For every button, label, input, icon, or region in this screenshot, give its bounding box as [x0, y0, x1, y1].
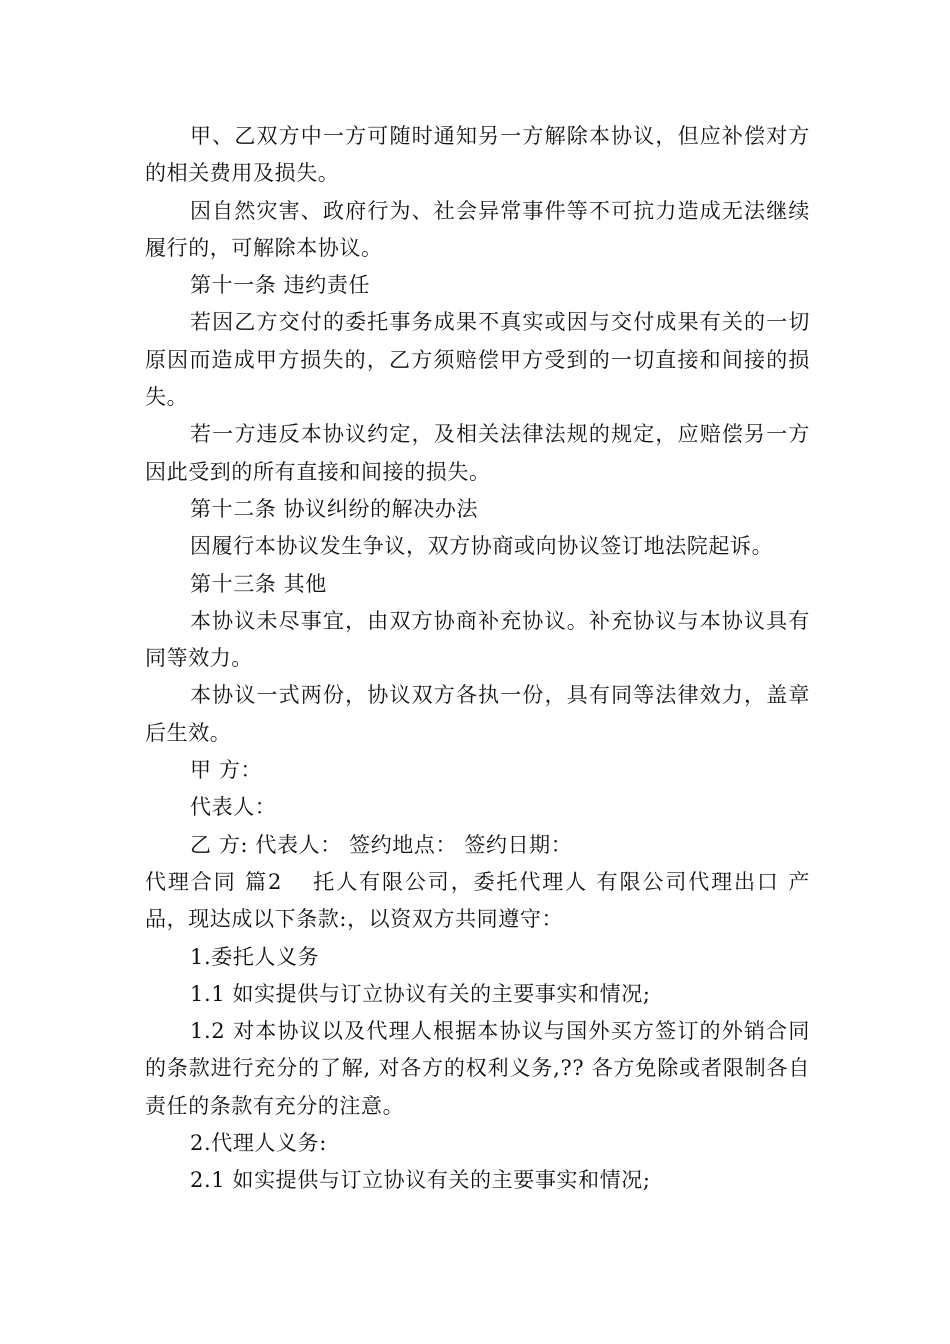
signature-party-b-line: 乙 方: 代表人： 签约地点： 签约日期：	[190, 832, 573, 857]
signature-representative: 代表人：	[190, 795, 277, 820]
clause-1-2: 1.2 对本协议以及代理人根据本协议与国外买方签订的外销合同的条款进行充分的了解, 对各方的权利义务,?? 各方免除或者限制各自责任的条款有充分的注意。	[145, 1019, 810, 1118]
paragraph-dispute-resolution: 因履行本协议发生争议，双方协商或向协议签订地法院起诉。	[190, 534, 774, 559]
clause-1-1: 1.1 如实提供与订立协议有关的主要事实和情况;	[190, 981, 651, 1006]
paragraph-supplementary-agreement: 本协议未尽事宜，由双方协商补充协议。补充协议与本协议具有同等效力。	[145, 608, 810, 671]
paragraph-force-majeure: 因自然灾害、政府行为、社会异常事件等不可抗力造成无法继续履行的，可解除本协议。	[145, 198, 810, 260]
paragraph-breach-party-b: 若因乙方交付的委托事务成果不真实或因与交付成果有关的一切原因而造成甲方损失的，乙方须赔偿甲方受到的一切直接和间接的损失。	[145, 310, 810, 410]
article-13-heading: 第十三条 其他	[190, 571, 327, 596]
signature-party-a: 甲 方：	[190, 758, 263, 783]
clause-1-heading: 1.委托人义务	[190, 944, 320, 969]
document-body	[145, 118, 810, 1200]
paragraph-termination-notice: 甲、乙双方中一方可随时通知另一方解除本协议，但应补偿对方的相关费用及损失。	[145, 124, 810, 186]
section-lead: 托人有限公司，委托代理人 有限公司代理出口 产品，现达成以下条款:，以资双方共同遵守：	[145, 869, 810, 932]
article-11-heading: 第十一条 违约责任	[190, 273, 371, 298]
section-heading: 代理合同 篇2	[145, 869, 283, 894]
paragraph-breach-general: 若一方违反本协议约定，及相关法律法规的规定，应赔偿另一方因此受到的所有直接和间接的损失。	[145, 422, 810, 484]
clause-2-1: 2.1 如实提供与订立协议有关的主要事实和情况;	[190, 1168, 651, 1193]
clause-2-heading: 2.代理人义务:	[190, 1131, 327, 1156]
article-12-heading: 第十二条 协议纠纷的解决办法	[190, 496, 479, 521]
paragraph-copies-effect: 本协议一式两份，协议双方各执一份，具有同等法律效力，盖章后生效。	[145, 683, 810, 745]
section-2-intro	[145, 864, 810, 939]
